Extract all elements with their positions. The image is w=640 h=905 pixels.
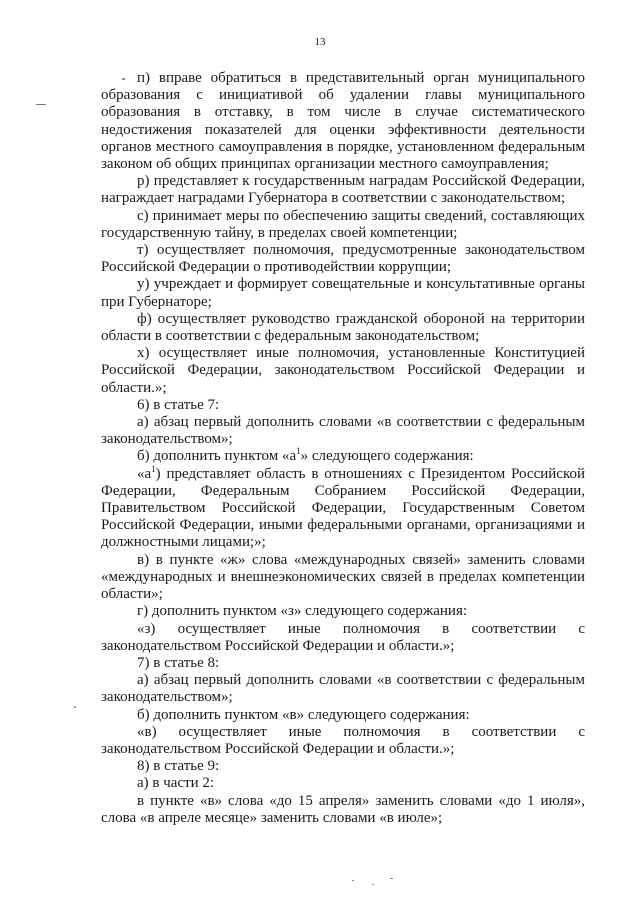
- paragraph: а) абзац первый дополнить словами «в соответствии с федеральным законодательством»;: [101, 414, 585, 448]
- paragraph: р) представляет к государственным наградам Российской Федерации, награждает наградами Губернатора в соответствии с законодательством;: [101, 173, 585, 207]
- paragraph: с) принимает меры по обеспечению защиты сведений, составляющих государственную тайну, в пределах своей компетенции;: [101, 207, 585, 241]
- paragraph: ф) осуществляет руководство гражданской обороной на территории области в соответствии с федеральным законодательством;: [101, 310, 585, 345]
- paragraph: г) дополнить пунктом «з» следующего содержания:: [137, 603, 468, 620]
- paragraph: «з) осуществляет иные полномочия в соответствии с законодательством Российской Федерации и области.»;: [101, 620, 585, 654]
- page-number: 13: [314, 36, 326, 48]
- paragraph: 6) в статье 7:: [137, 396, 220, 413]
- scan-speck: [36, 104, 46, 105]
- superscript: 1: [296, 446, 301, 457]
- paragraph: [101, 463, 585, 552]
- paragraph: 8) в статье 9:: [137, 758, 220, 775]
- text-run: ) представляет область в отношениях с Президентом Российской Федерации, Федеральным Собранием Российской Федерации, Правительством Российской Федерации, Государственным Советом Российской Федерации, иными федеральными органами, организациями и должностными лицами;»;: [101, 465, 585, 551]
- paragraph: а) в части 2:: [137, 775, 215, 792]
- paragraph: б) дополнить пунктом «в» следующего содержания:: [137, 706, 470, 723]
- paragraph: а) абзац первый дополнить словами «в соответствии с федеральным законодательством»;: [101, 672, 585, 706]
- scan-speck: [122, 78, 125, 80]
- scan-speck: [372, 884, 374, 885]
- paragraph: «в) осуществляет иные полномочия в соответствии с законодательством Российской Федерации и области.»;: [101, 723, 585, 757]
- document-body: [101, 70, 585, 827]
- scan-speck: [390, 878, 393, 879]
- superscript: 1: [151, 463, 156, 474]
- paragraph: в) в пункте «ж» слова «международных связей» заменить словами «международных и внешнеэкономических связей в пределах компетенции области»;: [101, 551, 585, 603]
- paragraph: х) осуществляет иные полномочия, установленные Конституцией Российской Федерации, законодательством Российской Федерации и области.»;: [101, 345, 585, 396]
- paragraph: у) учреждает и формирует совещательные и консультативные органы при Губернаторе;: [101, 276, 585, 310]
- scan-speck: [352, 880, 354, 881]
- paragraph: в пункте «в» слова «до 15 апреля» заменить словами «до 1 июля», слова «в апреле месяце» заменить словами «в июле»;: [101, 792, 585, 826]
- text-run: б) дополнить пунктом «а: [137, 448, 297, 465]
- paragraph: 7) в статье 8:: [137, 654, 220, 671]
- scan-speck: [74, 706, 76, 708]
- text-run: » следующего содержания:: [300, 448, 474, 465]
- text-run: «а: [137, 465, 152, 482]
- paragraph: [101, 448, 585, 465]
- paragraph: п) вправе обратиться в представительный орган муниципального образования с инициативой об удалении главы муниципального образования в отставку, в том числе в случае систематического недостижения показателей для оценки эффективности деятельности органов местного самоуправления в порядке, установленном федеральным законом об общих принципах организации местного самоуправления;: [101, 70, 585, 173]
- paragraph: т) осуществляет полномочия, предусмотренные законодательством Российской Федерации о противодействии коррупции;: [101, 242, 585, 276]
